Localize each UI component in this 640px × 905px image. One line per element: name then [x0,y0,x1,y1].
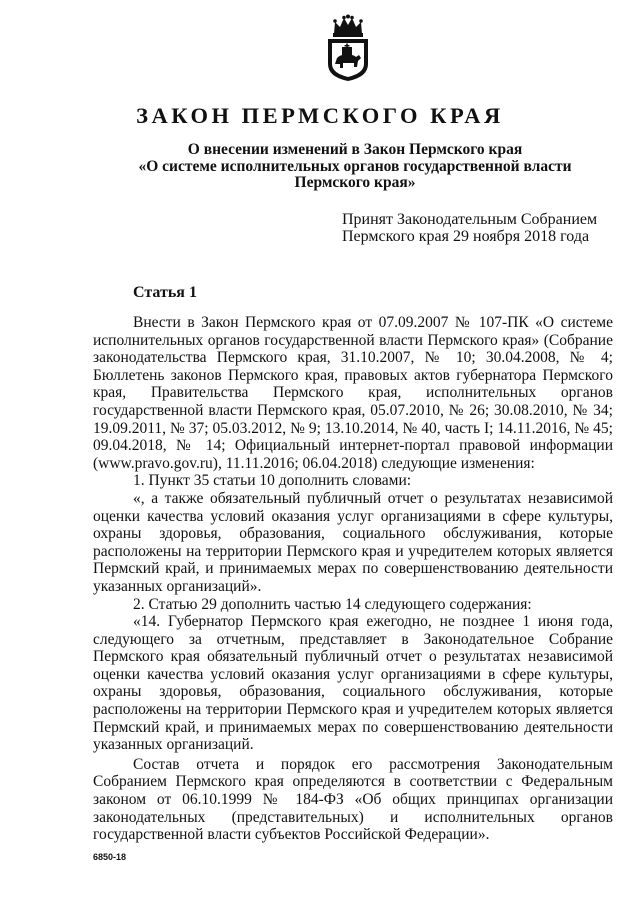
perm-krai-coat-of-arms-icon [325,14,371,82]
paragraph-amendment-intro: Внести в Закон Пермского края от 07.09.2007 № 107-ПК «О системе исполнительных органов государственной власти Пермского края» (Собрание законодательства Пермского края, 31.10.2007, № 10; 30.04.2008, № 4; Бюллетень законов Пермского края, правовых актов губернатора Пермского края, Правительства Пермского края, исполнительных органов государственной власти Пермского края, 05.07.2010, № 26; 30.08.2010, № 34; 19.09.2011, № 37; 05.03.2012, № 9; 13.10.2014, № 40, часть I; 14.11.2016, № 45; 09.04.2018, № 14; Официальный интернет-портал правовой информации (www.pravo.gov.ru), 11.11.2016; 06.04.2018) следующие изменения: [93,314,613,472]
paragraph-item-2: 2. Статью 29 дополнить частью 14 следующего содержания: [133,595,532,613]
adoption-note-line: Принят Законодательным Собранием [342,211,598,228]
paragraph-item-2-text: «14. Губернатор Пермского края ежегодно, не позднее 1 июня года, следующего за отчетным, представляет в Законодательное Собрание Пермского края обязательный публичный отчет о результатах независимой оценки качества условий оказания услуг организациями в сфере культуры, охраны здоровья, образования, социального обслуживания, которые расположены на территории Пермского края и учредителем которых является Пермский край, и принимаемых мерах по совершенствованию деятельности указанных организаций. [93,613,613,754]
law-subtitle [0,142,640,192]
subtitle-line: Пермского края» [294,174,416,191]
law-title: ЗАКОН ПЕРМСКОГО КРАЯ [136,103,504,128]
subtitle-line: «О системе исполнительных органов государственной власти [138,157,572,175]
article-heading: Статья 1 [133,284,197,301]
document-code: 6850-18 [93,852,127,862]
adoption-note [342,211,597,245]
adoption-note-line: Пермского края 29 ноября 2018 года [342,228,590,245]
paragraph-report-procedure: Состав отчета и порядок его рассмотрения Законодательным Собранием Пермского края определяются в соответствии с Федеральным законом от 06.10.1999 № 184-ФЗ «Об общих принципах организации законодательных (представительных) и исполнительных органов государственной власти субъектов Российской Федерации». [93,755,613,844]
subtitle-line: О внесении изменений в Закон Пермского края [187,141,523,158]
paragraph-item-1: 1. Пункт 35 статьи 10 дополнить словами: [133,472,412,490]
article-body [93,314,613,844]
paragraph-item-1-text: «, а также обязательный публичный отчет о результатах независимой оценки качества условий оказания услуг организациями в сфере культуры, охраны здоровья, образования, социального обслуживания, которые расположены на территории Пермского края и учредителем которых является Пермский край, и принимаемых мерах по совершенствованию деятельности указанных организаций». [93,489,613,595]
